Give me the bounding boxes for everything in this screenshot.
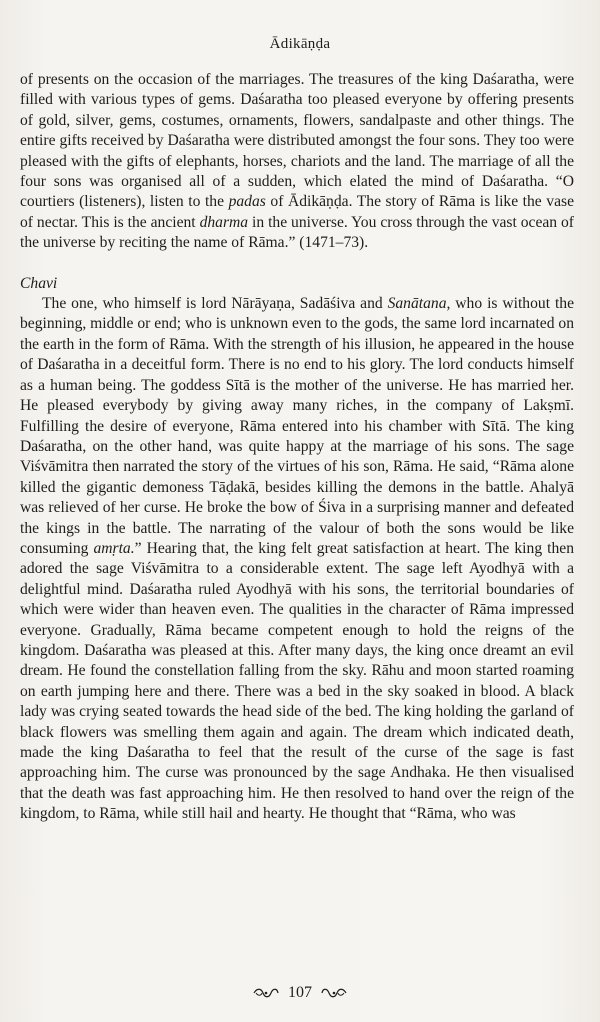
ornament-left-icon	[252, 987, 280, 999]
section-heading: Chavi	[20, 274, 58, 292]
paragraph-chavi	[20, 294, 574, 825]
italic-term: amṛta.	[93, 539, 135, 557]
text-run: The one, who himself is lord Nārāyaṇa, Sadāśiva and	[42, 295, 388, 313]
page-body	[20, 70, 574, 825]
paragraph-continuation	[20, 70, 574, 254]
page-footer	[0, 984, 600, 1002]
italic-term: padas	[228, 193, 266, 211]
text-run: of presents on the occasion of the marriages. The treasures of the king Daśaratha, were filled with various types of gems. Daśaratha too pleased everyone by offering presents of gold, silver, gems, costumes, ornaments, flowers, sandalpaste and other things. The entire gifts received by Daśaratha were distributed amongst the four sons. They too were pleased with the gifts of elephants, horses, chariots and the land. The marriage of all the four sons was organised all of a sudden, which elated the mind of Daśaratha. “O courtiers (listeners), listen to the	[20, 71, 574, 211]
page-number: 107	[288, 984, 312, 1001]
italic-term: dharma	[199, 213, 249, 231]
text-run: of Ādikāṇḍa. The story of Rāma is like the vase of nectar. This is the ancient	[20, 193, 574, 231]
running-header: Ādikāṇḍa	[269, 36, 331, 52]
ornament-right-icon	[320, 987, 348, 999]
italic-term: Sanātana,	[387, 295, 451, 313]
text-run: in the universe. You cross through the vast ocean of the universe by reciting the name of Rāma.” (1471–73).	[20, 213, 574, 252]
text-run: ” Hearing that, the king felt great satisfaction at heart. The king then adored the sage Viśvāmitra to a considerable extent. The sage left Ayodhyā with a delightful mind. Daśaratha ruled Ayodhyā with his sons, the territorial boundaries of which were wider than heaven even. The qualities in the character of Rāma impressed everyone. Gradually, Rāma became competent enough to hold the reigns of the kingdom. Daśaratha was pleased at this. After many days, the king once dreamt an evil dream. He found the constellation falling from the sky. Rāhu and moon started roaming on earth jumping here and there. There was a bed in the sky soaked in blood. A black lady was crying seated towards the head side of the bed. The king holding the garland of black flowers was smelling them again and again. The dream which indicated death, made the king Daśaratha to feel that the result of the curse of the sage is fast approaching him. The curse was pronounced by the sage Andhaka. He then visualised that the death was fast approaching him. He then resolved to hand over the reign of the kingdom, to Rāma, while still hail and hearty. He thought that “Rāma, who was	[20, 539, 574, 823]
text-run: who is without the beginning, middle or end; who is unknown even to the gods, the same lord incarnated on the earth in the form of Rāma. With the strength of his illusion, he appeared in the house of Daśaratha in a deceitful form. There is no end to his glory. The lord conducts himself as a human being. The goddess Sītā is the mother of the universe. He has married her. He pleased everybody by giving away many riches, in the company of Lakṣmī. Fulfilling the desire of everyone, Rāma entered into his chamber with Sītā. The king Daśaratha, on the other hand, was quite happy at the marriage of his sons. The sage Viśvāmitra then narrated the story of the virtues of his son, Rāma. He said, “Rāma alone killed the gigantic demoness Tāḍakā, besides killing the demons in the battle. Ahalyā was relieved of her curse. He broke the bow of Śiva in a surprising manner and defeated the kings in the battle. The narrating of the valour of both the sons would be like consuming	[20, 295, 574, 557]
